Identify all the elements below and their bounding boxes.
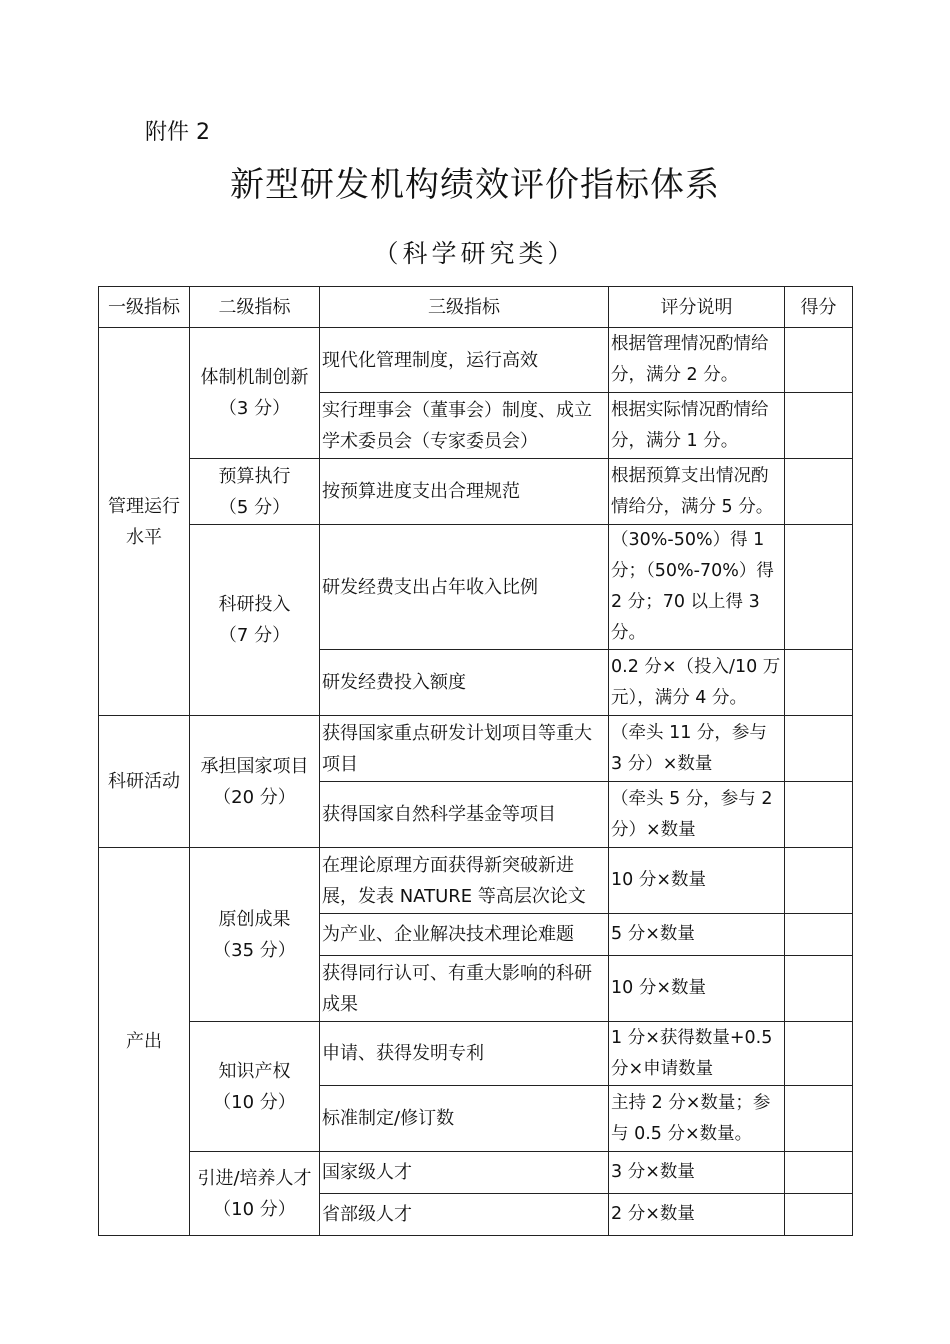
level3-cell: 实行理事会（董事会）制度、成立学术委员会（专家委员会） [320, 393, 609, 459]
score-cell [785, 328, 853, 393]
level1-cell: 管理运行水平 [99, 328, 190, 716]
level3-cell: 获得国家重点研发计划项目等重大项目 [320, 716, 609, 782]
scoring-cell: 根据管理情况酌情给分，满分 2 分。 [609, 328, 785, 393]
score-cell [785, 716, 853, 782]
score-cell [785, 1152, 853, 1194]
scoring-cell: 2 分×数量 [609, 1194, 785, 1236]
scoring-cell: 3 分×数量 [609, 1152, 785, 1194]
score-cell [785, 782, 853, 848]
level2-points: （20 分） [213, 786, 296, 808]
level2-name: 知识产权 [218, 1060, 291, 1082]
level2-name: 预算执行 [218, 465, 291, 487]
level3-cell: 省部级人才 [320, 1194, 609, 1236]
level2-points: （3 分） [218, 398, 291, 419]
level2-points: （10 分） [213, 1198, 296, 1220]
scoring-cell: 0.2 分×（投入/10 万元），满分 4 分。 [609, 650, 785, 716]
score-cell [785, 1022, 853, 1086]
header-level2: 二级指标 [190, 287, 320, 328]
level2-name: 原创成果 [218, 908, 291, 930]
level1-cell: 产出 [99, 848, 190, 1236]
header-level1: 一级指标 [99, 287, 190, 328]
level2-name: 科研投入 [218, 594, 291, 615]
score-cell [785, 914, 853, 956]
scoring-cell: 10 分×数量 [609, 956, 785, 1022]
level2-points: （10 分） [213, 1091, 296, 1113]
table-row [99, 848, 853, 914]
level3-cell: 标准制定/修订数 [320, 1086, 609, 1152]
level3-cell: 研发经费投入额度 [320, 650, 609, 716]
table-row [99, 328, 853, 393]
scoring-cell: （牵头 5 分，参与 2 分）×数量 [609, 782, 785, 848]
scoring-cell: 根据预算支出情况酌情给分，满分 5 分。 [609, 459, 785, 525]
level2-name: 承担国家项目 [200, 755, 309, 777]
scoring-cell: 10 分×数量 [609, 848, 785, 914]
level2-cell [190, 525, 320, 716]
level3-cell: 申请、获得发明专利 [320, 1022, 609, 1086]
score-cell [785, 848, 853, 914]
level3-cell: 按预算进度支出合理规范 [320, 459, 609, 525]
level3-cell: 在理论原理方面获得新突破新进展，发表 NATURE 等高层次论文 [320, 848, 609, 914]
evaluation-table [98, 286, 853, 1236]
table-row [99, 1152, 853, 1194]
level2-cell [190, 459, 320, 525]
scoring-cell: （牵头 11 分，参与 3 分）×数量 [609, 716, 785, 782]
level3-cell: 研发经费支出占年收入比例 [320, 525, 609, 650]
level3-cell: 获得国家自然科学基金等项目 [320, 782, 609, 848]
level2-name: 体制机制创新 [200, 367, 309, 388]
level2-cell [190, 848, 320, 1022]
header-level3: 三级指标 [320, 287, 609, 328]
document-subtitle: （科学研究类） [373, 239, 577, 268]
level3-cell: 获得同行认可、有重大影响的科研成果 [320, 956, 609, 1022]
level2-cell [190, 1022, 320, 1152]
header-score: 得分 [785, 287, 853, 328]
table-row [99, 1022, 853, 1086]
score-cell [785, 1086, 853, 1152]
table-row [99, 716, 853, 782]
level1-cell: 科研活动 [99, 716, 190, 848]
level2-points: （35 分） [213, 939, 296, 961]
table-row [99, 459, 853, 525]
scoring-cell: 5 分×数量 [609, 914, 785, 956]
score-cell [785, 393, 853, 459]
score-cell [785, 956, 853, 1022]
score-cell [785, 650, 853, 716]
scoring-cell: 主持 2 分×数量；参与 0.5 分×数量。 [609, 1086, 785, 1152]
level2-cell [190, 716, 320, 848]
table-row [99, 525, 853, 650]
scoring-cell: （30%-50%）得 1 分；（50%-70%）得 2 分；70 以上得 3 分。 [609, 525, 785, 650]
attachment-label: 附件 2 [145, 120, 210, 145]
level2-cell [190, 1152, 320, 1236]
level3-cell: 现代化管理制度，运行高效 [320, 328, 609, 393]
level2-name: 引进/培养人才 [197, 1167, 312, 1189]
level2-points: （7 分） [218, 625, 291, 646]
level2-points: （5 分） [218, 496, 291, 518]
table-header-row [99, 287, 853, 328]
level3-cell: 为产业、企业解决技术理论难题 [320, 914, 609, 956]
header-scoring: 评分说明 [609, 287, 785, 328]
score-cell [785, 459, 853, 525]
level3-cell: 国家级人才 [320, 1152, 609, 1194]
scoring-cell: 根据实际情况酌情给分，满分 1 分。 [609, 393, 785, 459]
score-cell [785, 1194, 853, 1236]
scoring-cell: 1 分×获得数量+0.5 分×申请数量 [609, 1022, 785, 1086]
document-title: 新型研发机构绩效评价指标体系 [230, 165, 720, 205]
level2-cell [190, 328, 320, 459]
score-cell [785, 525, 853, 650]
